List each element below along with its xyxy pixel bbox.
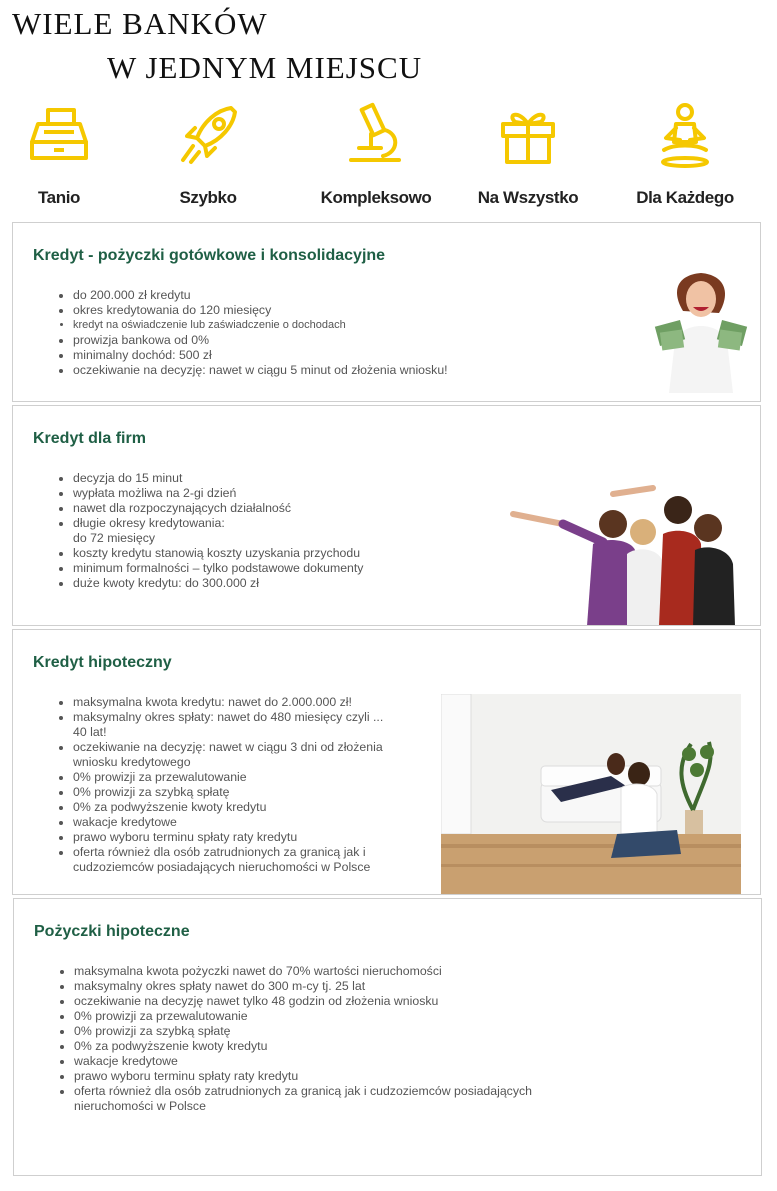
- list-item: • maksymalny okres spłaty nawet do 300 m-cy tj. 25 lat: [74, 979, 532, 994]
- feature-szybko: [133, 100, 283, 208]
- list-item: • 0% prowizji za przewalutowanie: [73, 770, 383, 785]
- feature-label: Tanio: [37, 188, 81, 207]
- feature-tanio: [0, 100, 134, 208]
- section-title: Pożyczki hipoteczne: [34, 923, 190, 940]
- hero-title-line1: WIELE BANKÓW: [12, 6, 268, 41]
- rocket-icon: [173, 100, 243, 170]
- list-item: 40 lat!: [73, 725, 107, 739]
- list-item: nieruchomości w Polsce: [74, 1099, 206, 1113]
- list-item: • okres kredytowania do 120 miesięcy: [73, 303, 448, 318]
- group-pointing-photo: [503, 484, 743, 626]
- section-kredyt-dla-firm: [12, 405, 761, 626]
- list-item: • koszty kredytu stanowią koszty uzyskania przychodu: [73, 546, 363, 561]
- feature-dla-kazdego: [610, 100, 760, 208]
- list-item: • 0% za podwyższenie kwoty kredytu: [74, 1039, 532, 1054]
- feature-label: Kompleksowo: [320, 188, 432, 207]
- cash-register-icon: [24, 100, 94, 170]
- list-item: • wypłata możliwa na 2-gi dzień: [73, 486, 363, 501]
- feature-list: [53, 471, 363, 591]
- list-item: do 72 miesięcy: [73, 531, 156, 545]
- list-item: • oferta również dla osób zatrudnionych za granicą jak i: [73, 845, 383, 860]
- list-item: • oczekiwanie na decyzję nawet tylko 48 godzin od złożenia wniosku: [74, 994, 532, 1009]
- list-item: • decyzja do 15 minut: [73, 471, 363, 486]
- couple-in-room-photo: [441, 694, 741, 894]
- list-item: • maksymalna kwota kredytu: nawet do 2.000.000 zł!: [73, 695, 383, 710]
- feature-list: [53, 288, 448, 378]
- section-title: Kredyt - pożyczki gotówkowe i konsolidacyjne: [33, 247, 386, 264]
- meditation-person-icon: [650, 100, 720, 170]
- list-item: • 0% za podwyższenie kwoty kredytu: [73, 800, 383, 815]
- hero-title-line2: W JEDNYM MIEJSCU: [107, 50, 423, 85]
- features-row: [0, 100, 777, 215]
- list-item: • kredyt na oświadczenie lub zaświadczenie o dochodach: [73, 318, 448, 333]
- gift-icon: [493, 100, 563, 170]
- list-item: • oferta również dla osób zatrudnionych za granicą jak i cudzoziemców posiadających: [74, 1084, 532, 1099]
- list-item: • oczekiwanie na decyzję: nawet w ciągu 3 dni od złożenia: [73, 740, 383, 755]
- list-item: • maksymalna kwota pożyczki nawet do 70% wartości nieruchomości: [74, 964, 532, 979]
- feature-list: [54, 964, 532, 1114]
- list-item: • nawet dla rozpoczynających działalność: [73, 501, 363, 516]
- list-item: cudzoziemców posiadających nieruchomości w Polsce: [73, 860, 371, 874]
- section-kredyt-hipoteczny: [12, 629, 761, 895]
- list-item: • prawo wyboru terminu spłaty raty kredytu: [74, 1069, 532, 1084]
- list-item: • 0% prowizji za szybką spłatę: [73, 785, 383, 800]
- list-item: • 0% prowizji za szybką spłatę: [74, 1024, 532, 1039]
- feature-kompleksowo: [301, 100, 451, 208]
- feature-list: [53, 695, 383, 875]
- list-item: • maksymalny okres spłaty: nawet do 480 miesięcy czyli ...: [73, 710, 383, 725]
- list-item: wniosku kredytowego: [73, 755, 191, 769]
- list-item: • długie okresy kredytowania:: [73, 516, 363, 531]
- list-item: • minimum formalności – tylko podstawowe dokumenty: [73, 561, 363, 576]
- feature-label: Na Wszystko: [477, 188, 579, 207]
- list-item: • do 200.000 zł kredytu: [73, 288, 448, 303]
- list-item: • 0% prowizji za przewalutowanie: [74, 1009, 532, 1024]
- feature-label: Dla Każdego: [636, 188, 734, 207]
- section-kredyt-gotowkowy: [12, 222, 761, 402]
- list-item: • prawo wyboru terminu spłaty raty kredytu: [73, 830, 383, 845]
- list-item: • prowizja bankowa od 0%: [73, 333, 448, 348]
- feature-label: Szybko: [179, 188, 237, 207]
- feature-na-wszystko: [453, 100, 603, 208]
- list-item: • minimalny dochód: 500 zł: [73, 348, 448, 363]
- list-item: • oczekiwanie na decyzję: nawet w ciągu 5 minut od złożenia wniosku!: [73, 363, 448, 378]
- list-item: • duże kwoty kredytu: do 300.000 zł: [73, 576, 363, 591]
- microscope-icon: [341, 100, 411, 170]
- list-item: • wakacje kredytowe: [74, 1054, 532, 1069]
- section-title: Kredyt dla firm: [33, 430, 146, 447]
- list-item: • wakacje kredytowe: [73, 815, 383, 830]
- woman-with-money-photo: [653, 271, 748, 393]
- section-title: Kredyt hipoteczny: [33, 654, 172, 671]
- section-pozyczki-hipoteczne: [13, 898, 762, 1176]
